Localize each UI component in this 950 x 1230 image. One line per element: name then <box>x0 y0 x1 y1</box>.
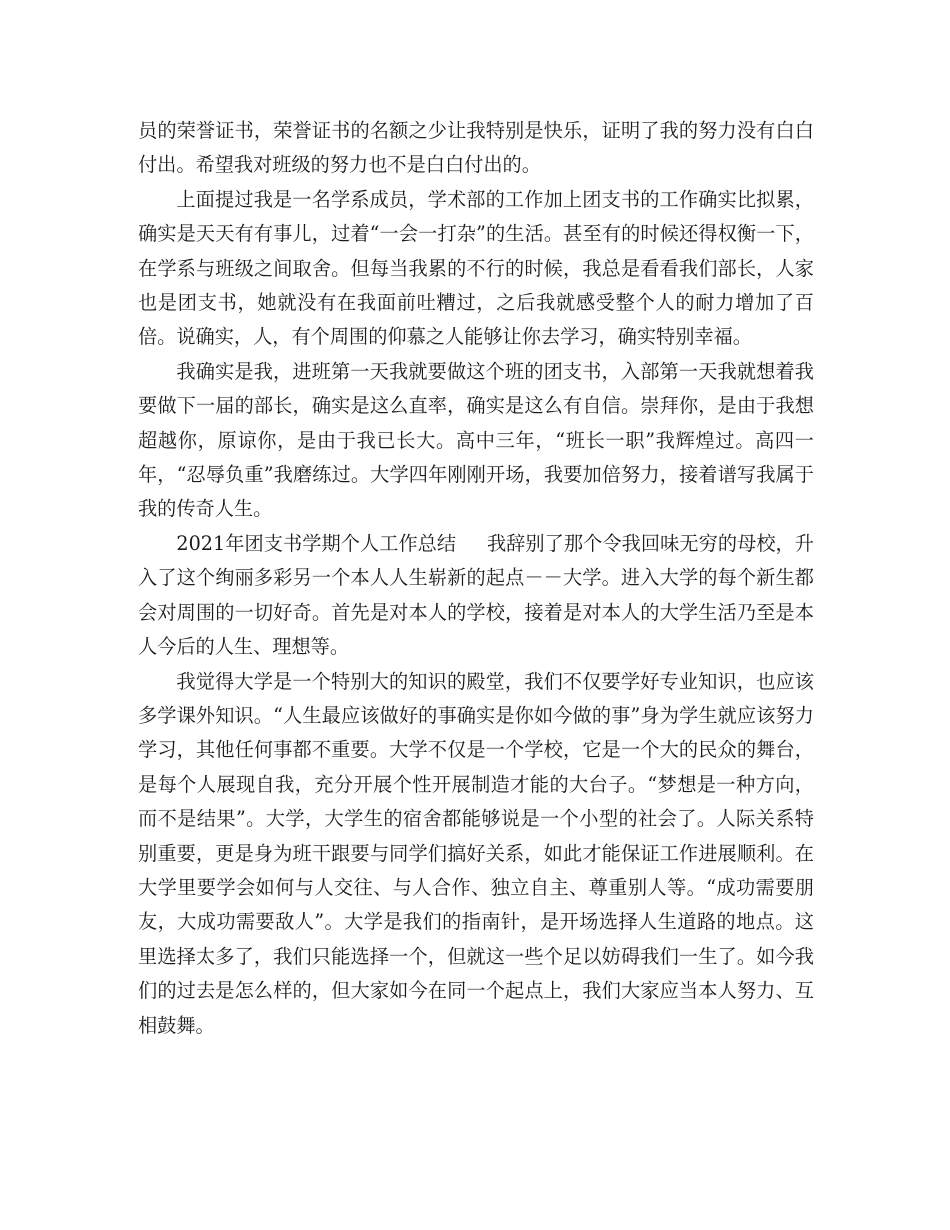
section-heading: 2021年团支书学期个人工作总结 <box>176 531 457 555</box>
paragraph-student-department: 上面提过我是一名学系成员，学术部的工作加上团支书的工作确实比拟累，确实是天天有有事儿，过着“一会一打杂”的生活。甚至有的时候还得权衡一下，在学系与班级之间取舍。但每当我累的不行的时候，我总是看看我们部长，人家也是团支书，她就没有在我面前吐糟过，之后我就感受整个人的耐力增加了百倍。说确实，人，有个周围的仰慕之人能够让你去学习，确实特别幸福。 <box>138 187 814 349</box>
section-body: 我辞别了那个令我回味无穷的母校，升入了这个绚丽多彩另一个本人人生崭新的起点－－大学。进入大学的每个新生都会对周围的一切好奇。首先是对本人的学校，接着是对本人的大学生活乃至是本人今后的人生、理想等。 <box>138 531 814 659</box>
document-body <box>138 114 814 1043</box>
paragraph-continued: 员的荣誉证书，荣誉证书的名额之少让我特别是快乐，证明了我的努力没有白白付出。希望我对班级的努力也不是白白付出的。 <box>138 119 814 177</box>
paragraph-university-thoughts: 我觉得大学是一个特别大的知识的殿堂，我们不仅要学好专业知识，也应该多学课外知识。“人生最应该做好的事确实是你如今做的事”身为学生就应该努力学习，其他任何事都不重要。大学不仅是一个学校，它是一个大的民众的舞台，是每个人展现自我，充分开展个性开展制造才能的大台子。“梦想是一种方向，而不是结果”。大学，大学生的宿舍都能够说是一个小型的社会了。人际关系特别重要，更是身为班干跟要与同学们搞好关系，如此才能保证工作进展顺利。在大学里要学会如何与人交往、与人合作、独立自主、尊重别人等。“成功需要朋友，大成功需要敌人”。大学是我们的指南针，是开场选择人生道路的地点。这里选择太多了，我们只能选择一个，但就这一些个足以妨碍我们一生了。如今我们的过去是怎么样的，但大家如今在同一个起点上，我们大家应当本人努力、互相鼓舞。 <box>138 669 814 1037</box>
section-paragraph <box>138 527 814 665</box>
paragraph-self-confidence: 我确实是我，进班第一天我就要做这个班的团支书，入部第一天我就想着我要做下一届的部长，确实是这么直率，确实是这么有自信。崇拜你，是由于我想超越你，原谅你，是由于我已长大。高中三年，“班长一职”我辉煌过。高四一年，“忍辱负重”我磨练过。大学四年刚刚开场，我要加倍努力，接着谱写我属于我的传奇人生。 <box>138 359 814 521</box>
